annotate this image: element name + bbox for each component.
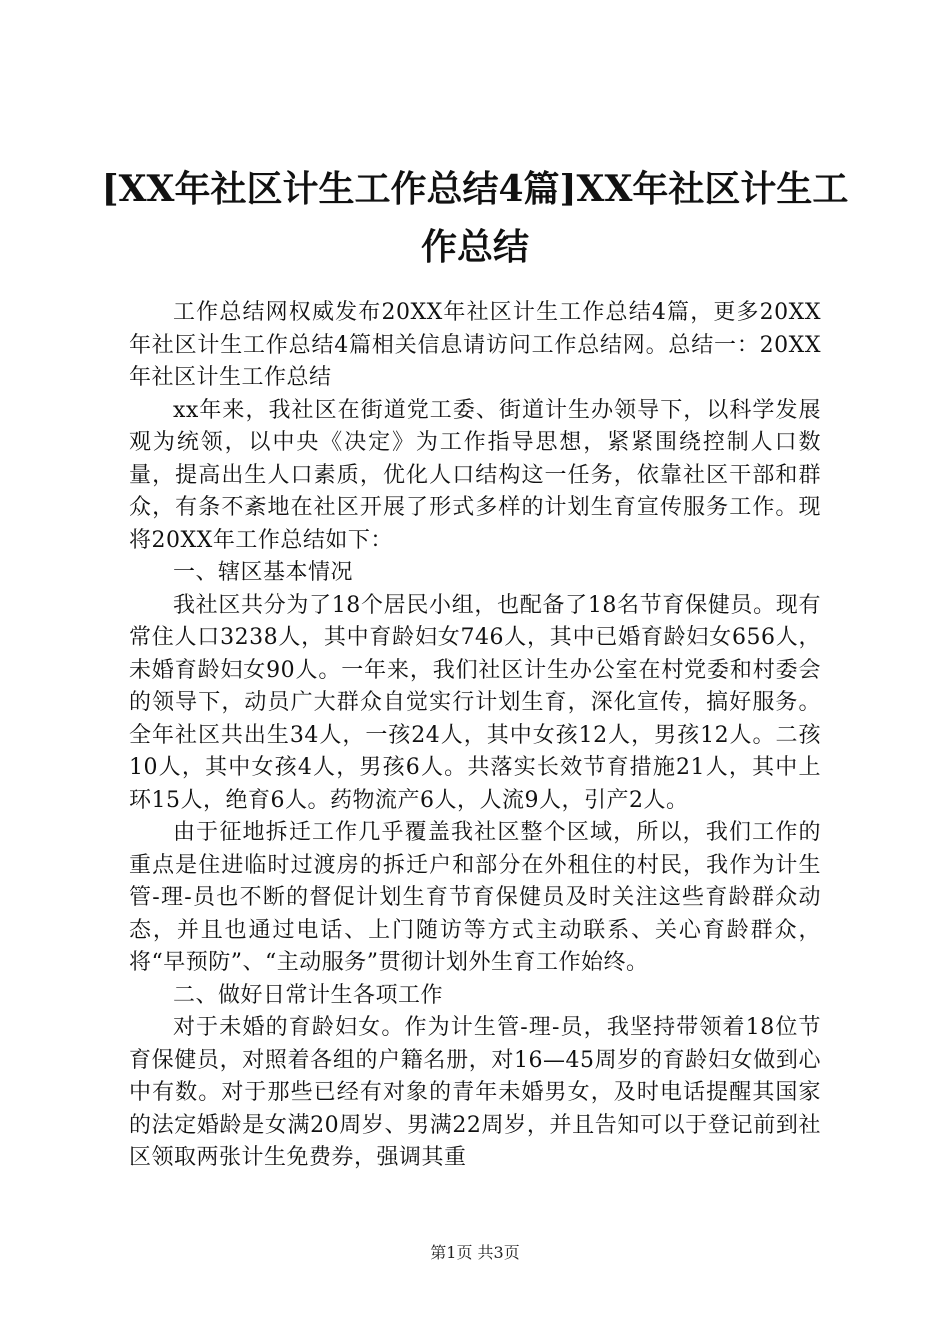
paragraph-intro: 工作总结网权威发布20XX年社区计生工作总结4篇，更多20XX年社区计生工作总结4篇相关信息请访问工作总结网。总结一：20XX年社区计生工作总结	[129, 300, 821, 390]
page-footer: 第1页 共3页	[430, 1243, 520, 1262]
paragraph-overview: xx年来，我社区在街道党工委、街道计生办领导下，以科学发展观为统领，以中央《决定》为工作指导思想，紧紧围绕控制人口数量，提高出生人口素质，优化人口结构这一任务，依靠社区干部和群众，有条不紊地在社区开展了形式多样的计划生育宣传服务工作。现将20XX年工作总结如下：	[129, 397, 821, 553]
section-heading-2: 二、做好日常计生各项工作	[173, 982, 444, 1008]
paragraph-work-focus: 由于征地拆迁工作几乎覆盖我社区整个区域，所以，我们工作的重点是住进临时过渡房的拆迁户和部分在外租住的村民，我作为计生管-理-员也不断的督促计划生育节育保健员及时关注这些育龄群众动态，并且也通过电话、上门随访等方式主动联系、关心育龄群众，将“早预防”、“主动服务”贯彻计划外生育工作始终。	[129, 820, 821, 975]
document-title: [XX年社区计生工作总结4篇]XX年社区计生工作总结	[101, 168, 849, 268]
section-heading-1: 一、辖区基本情况	[173, 560, 354, 585]
document-body	[129, 297, 821, 1175]
paragraph-basic-info: 我社区共分为了18个居民小组，也配备了18名节育保健员。现有常住人口3238人，其中育龄妇女746人，其中已婚育龄妇女656人，未婚育龄妇女90人。一年来，我们社区计生办公室在村党委和村委会的领导下，动员广大群众自觉实行计划生育，深化宣传，搞好服务。全年社区共出生34人，一孩24人，其中女孩12人，男孩12人。二孩10人，其中女孩4人，男孩6人。共落实长效节育措施21人，其中上环15人，绝育6人。药物流产6人，人流9人，引产2人。	[129, 592, 821, 813]
paragraph-unmarried-women: 对于未婚的育龄妇女。作为计生管-理-员，我坚持带领着18位节育保健员，对照着各组的户籍名册，对16—45周岁的育龄妇女做到心中有数。对于那些已经有对象的青年未婚男女，及时电话提醒其国家的法定婚龄是女满20周岁、男满22周岁，并且告知可以于登记前到社区领取两张计生免费券，强调其重	[129, 1015, 821, 1170]
